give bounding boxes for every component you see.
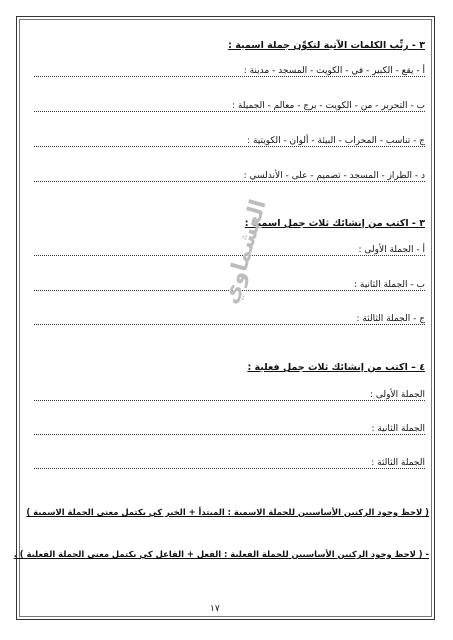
question-item: الجملة الثانية : (368, 424, 425, 434)
dotted-line (34, 324, 425, 325)
dotted-line (34, 181, 425, 182)
answer-line[interactable] (34, 314, 425, 328)
dotted-line (34, 111, 425, 112)
dotted-line (34, 400, 425, 401)
note-nominal-sentence: ( لاحظ وجود الركنين الأساسيين للجملة الاسمية : المبتدأ + الخبر كي يكتمل معنى الجملة الاسمية ) (26, 507, 429, 517)
answer-line[interactable] (34, 66, 425, 80)
question-item: أ - الجملة الأولى : (355, 245, 425, 255)
question-item: أ - يقع - الكبير - في - الكويت - المسجد - مدينة : (241, 66, 425, 76)
answer-line[interactable] (34, 424, 425, 438)
answer-line[interactable] (34, 101, 425, 115)
answer-line[interactable] (34, 136, 425, 150)
question-item: د - الطراز - المسجد - تصميم - على - الأندلسي : (241, 171, 425, 181)
section3-heading: ٤ – اكتب من إنشائك ثلاث جمل فعلية : (247, 362, 425, 373)
dotted-line (34, 434, 425, 435)
question-item: ب - التحرير - من - الكويت - برج - معالم - الجميلة : (229, 101, 425, 111)
watermark: العشماوي (218, 196, 272, 307)
answer-line[interactable] (34, 458, 425, 472)
question-item: الجملة الأولى : (367, 390, 425, 400)
question-item: ج - الجملة الثالثة : (353, 314, 425, 324)
section1-heading: ٣ - رتِّب الكلمات الآتية لتكوِّن جملة اسمية : (228, 40, 425, 51)
section2-heading: ٣ - اكتب من إنشائك ثلاث جمل اسمية : (244, 218, 425, 229)
answer-line[interactable] (34, 171, 425, 185)
question-item: ب - الجملة الثانية : (351, 280, 425, 290)
answer-line[interactable] (34, 390, 425, 404)
page-number: ١٧ (210, 604, 220, 614)
dotted-line (34, 146, 425, 147)
note-verbal-sentence: - ( لاحظ وجود الركنين الأساسيين للجملة الفعلية : الفعل + الفاعل كي يكتمل معنى الجملة الفعلية ) . (13, 549, 429, 559)
dotted-line (34, 468, 425, 469)
dotted-line (34, 76, 425, 77)
question-item: ج - تناسب - المحراب - البيئة - ألوان - الكويتية : (244, 136, 425, 146)
question-item: الجملة الثالثة : (368, 458, 425, 468)
